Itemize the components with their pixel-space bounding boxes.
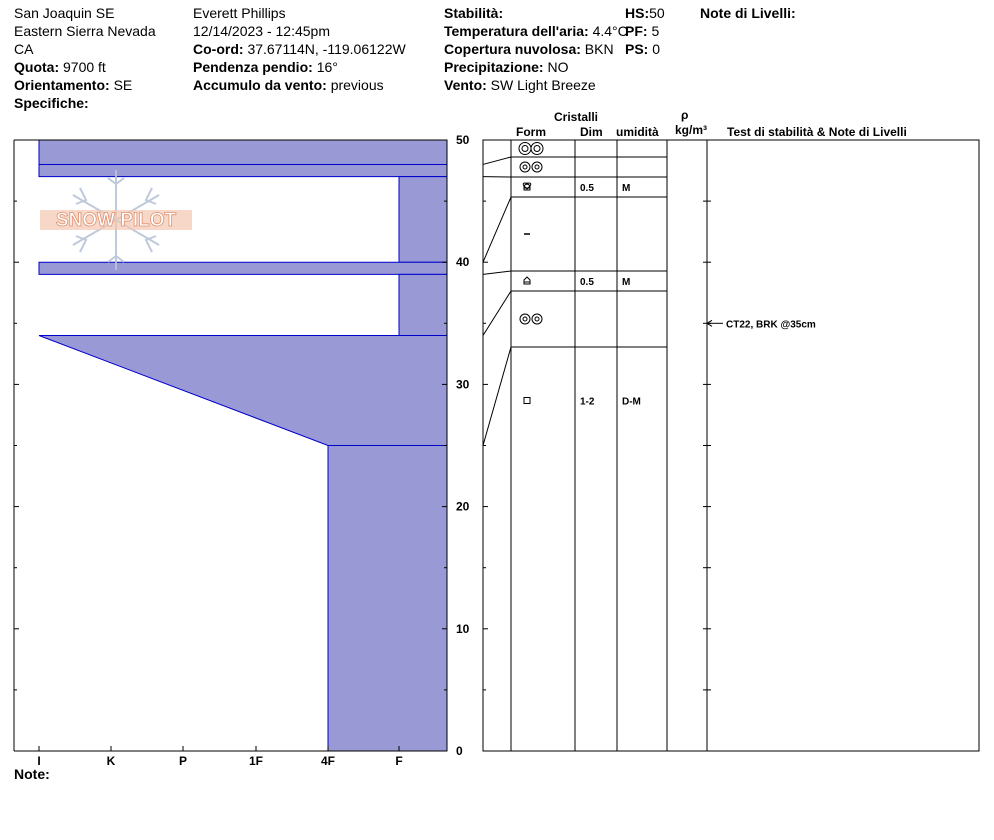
rounds-grain-icon [535,317,539,321]
moisture-header: umidità [616,125,659,139]
stability-label: Stabilità: [444,5,504,21]
rounds-grain-icon [532,314,542,324]
cloud-label: Copertura nuvolosa: [444,41,581,57]
layer-size-label: 0.5 [580,183,594,194]
hardness-segment [399,177,447,263]
hardness-segment [328,446,447,752]
rounds-grain-icon [523,317,527,321]
test-result-label: CT22, BRK @35cm [726,319,816,331]
hs-value: 50 [649,5,665,21]
rounds-grain-icon [520,162,530,172]
layer-table-border [483,140,979,751]
tests-header: Test di stabilità & Note di Livelli [727,125,907,139]
wind-loading-value: previous [330,77,384,93]
hardness-tick-label: 1F [248,754,264,768]
hs-label: HS: [625,5,650,21]
density-symbol: ρ [681,108,689,122]
range-name: Eastern Sierra Nevada [14,23,156,39]
rounds-grain-icon [520,314,530,324]
depth-tick-label: 40 [456,255,470,270]
layer-moisture-label: M [622,183,631,194]
hardness-tick-label: K [106,754,116,768]
snow-pilot-logo [36,170,196,270]
state-name: CA [14,41,34,57]
slope-label: Pendenza pendio: [193,59,313,75]
size-header: Dim [580,125,603,139]
ps-value: 0 [652,41,661,57]
location-name: San Joaquin SE [14,5,115,21]
hardness-tick-label: I [37,754,41,768]
rounds-grain-icon [532,162,542,172]
elevation-label: Quota: [14,59,60,75]
hardness-tick-label: 4F [320,754,336,768]
depth-tick-label: 50 [456,133,470,147]
wind-label: Vento: [444,77,487,93]
rounds-grain-icon [531,143,543,155]
cloud-value: BKN [584,41,614,57]
layer-size-label: 1-2 [580,396,595,408]
square-grain-icon [524,398,530,404]
slope-value: 16° [316,59,338,75]
layer-notes-label: Note di Livelli: [700,5,796,21]
observer-name: Everett Phillips [193,5,286,21]
air-temp-value: 4.4°C [592,23,628,39]
rounds-grain-icon [522,146,528,152]
layer-size-label: 0.5 [580,277,594,288]
layer-moisture-label: D-M [622,396,641,408]
logo-text: SNOW PILOT [55,210,177,231]
datetime: 12/14/2023 - 12:45pm [193,23,330,39]
aspect-value: SE [113,77,133,93]
rounds-grain-icon [519,143,531,155]
coord-value: 37.67114N, -119.06122W [247,41,406,57]
density-unit: kg/m³ [675,123,708,137]
rounds-grain-icon [535,165,539,169]
depth-tick-label: 20 [456,499,470,514]
elevation-value: 9700 ft [63,59,106,75]
pf-value: 5 [651,23,660,39]
hardness-segment [39,336,447,446]
layer-moisture-label: M [622,277,631,288]
depth-tick-label: 10 [456,621,470,636]
air-temp-label: Temperatura dell'aria: [444,23,589,39]
hardness-segment [399,274,447,335]
faceted-grain-icon [524,277,530,284]
aspect-label: Orientamento: [14,77,110,93]
wind-loading-label: Accumulo da vento: [193,77,327,93]
coord-label: Co-ord: [193,41,244,57]
depth-tick-label: 30 [456,377,470,392]
precip-value: NO [547,59,569,75]
ps-label: PS: [625,41,649,57]
depth-tick-label: 0 [456,744,463,758]
notes-label: Note: [14,766,50,782]
form-header: Form [516,125,546,139]
layer-table [483,140,979,751]
hardness-segment [39,140,447,164]
specifics-label: Specifiche: [14,95,89,111]
crystals-header: Cristalli [554,110,599,124]
rounds-grain-icon [523,165,527,169]
hardness-tick-label: F [395,754,403,768]
wind-value: SW Light Breeze [490,77,596,93]
precip-label: Precipitazione: [444,59,544,75]
rounds-grain-icon [534,146,540,152]
pf-label: PF: [625,23,648,39]
hardness-tick-label: P [178,754,188,768]
